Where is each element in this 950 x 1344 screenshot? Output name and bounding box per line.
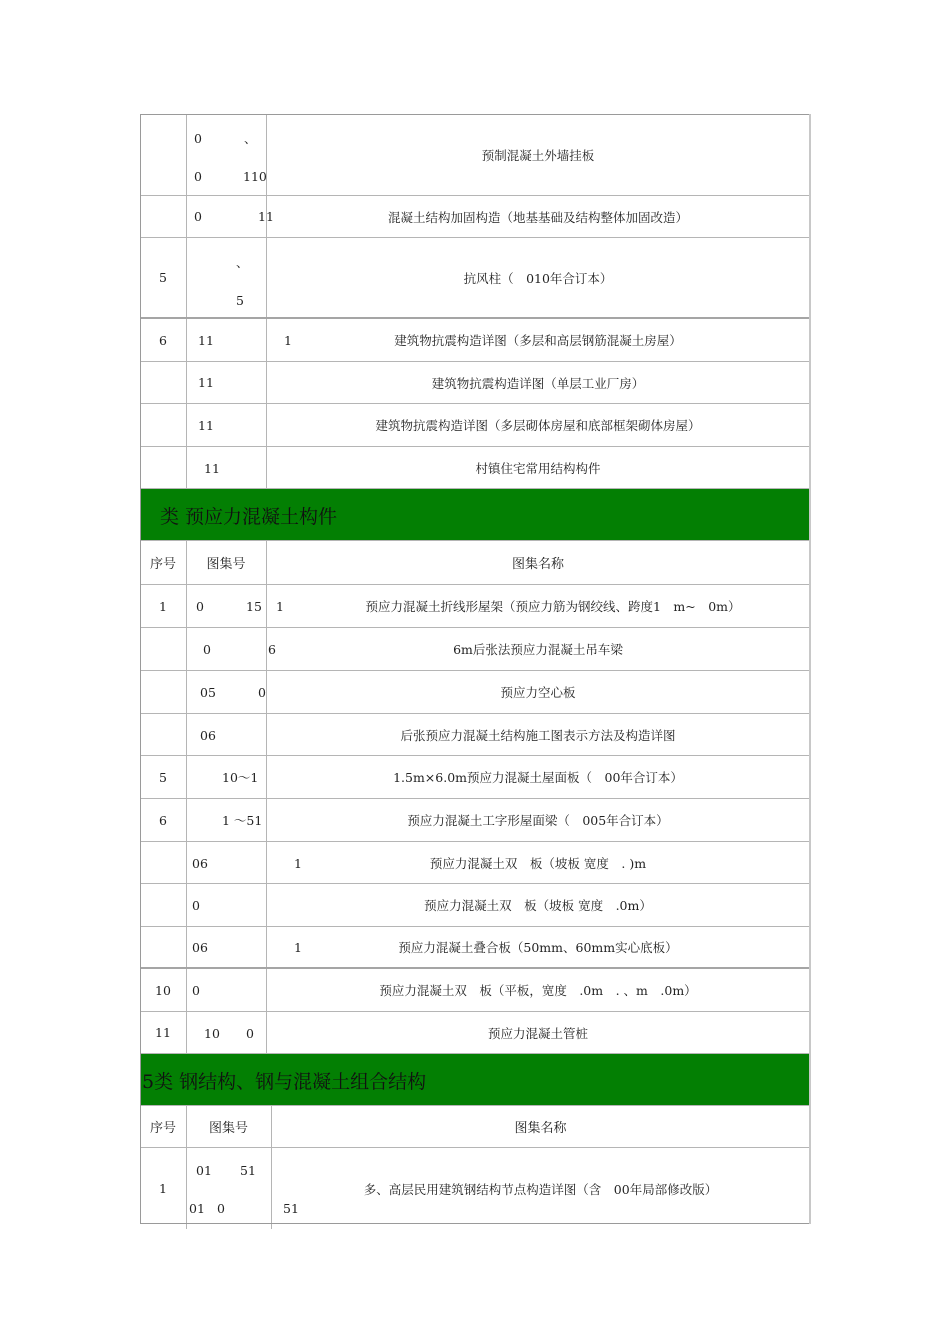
- atlas-number: 10: [204, 1026, 220, 1041]
- seq-number: 1: [159, 1181, 167, 1196]
- atlas-number: 1: [294, 856, 302, 871]
- seq-cell: [140, 714, 187, 755]
- table-row: [140, 842, 810, 884]
- atlas-name: 多、高层民用建筑钢结构节点构造详图（含 00年局部修改版）: [363, 1181, 718, 1197]
- table-header-row: [140, 541, 810, 585]
- seq-number: 5: [159, 769, 167, 785]
- atlas-name: 村镇住宅常用结构构件: [475, 460, 601, 476]
- seq-cell: [140, 362, 187, 403]
- atlas-name: 建筑物抗震构造详图（多层和高层钢筋混凝土房屋）: [394, 333, 682, 348]
- atlas-name: 预应力混凝土叠合板（50mm、60mm实心底板）: [398, 940, 678, 955]
- atlas-number: 11: [198, 418, 214, 433]
- table-row: [140, 238, 810, 319]
- atlas-number-cell: [186, 196, 274, 237]
- table-row: [140, 404, 810, 447]
- atlas-number-header: 图集号: [186, 1106, 272, 1147]
- atlas-name: 后张预应力混凝土结构施工图表示方法及构造详图: [400, 727, 676, 743]
- atlas-name: 建筑物抗震构造详图（多层砌体房屋和底部框架砌体房屋）: [375, 418, 701, 433]
- atlas-name: 预制混凝土外墙挂板: [481, 147, 595, 163]
- atlas-number: 6: [268, 642, 276, 657]
- atlas-number: 0: [192, 983, 200, 998]
- seq-cell: [140, 404, 187, 446]
- atlas-name: 预应力混凝土工字形屋面梁（ 005年合订本）: [407, 813, 669, 828]
- atlas-number: 0: [192, 898, 200, 913]
- atlas-number-cell: [186, 799, 267, 841]
- atlas-name: 混凝土结构加固构造（地基基础及结构整体加固改造）: [387, 209, 688, 225]
- atlas-name: 抗风柱（ 010年合订本）: [463, 270, 613, 286]
- standards-table: [140, 114, 810, 1229]
- seq-number: 1: [159, 598, 167, 614]
- atlas-number: 06: [192, 856, 208, 871]
- atlas-name-cell: [266, 585, 810, 627]
- atlas-number: 11: [258, 209, 274, 224]
- seq-cell: [140, 756, 187, 798]
- atlas-name: 建筑物抗震构造详图（单层工业厂房）: [431, 375, 645, 391]
- seq-cell: [140, 114, 187, 195]
- atlas-number: 01: [189, 1201, 205, 1216]
- atlas-name-cell: [266, 628, 810, 670]
- atlas-name: 预应力混凝土管桩: [487, 1025, 588, 1041]
- table-row: [140, 884, 810, 927]
- table-row: [140, 319, 810, 362]
- section-title: 类 预应力混凝土构件: [160, 506, 338, 528]
- atlas-number: 5: [236, 293, 244, 308]
- table-row: [140, 756, 810, 799]
- atlas-number-cell: [186, 585, 267, 627]
- atlas-number: 51: [240, 1163, 256, 1178]
- atlas-name: 1.5m×6.0m预应力混凝土屋面板（ 00年合订本）: [393, 770, 683, 785]
- atlas-number: 0: [196, 599, 204, 614]
- atlas-number: 0: [194, 209, 202, 224]
- atlas-number: 1 ～51: [222, 813, 263, 828]
- seq-cell: [140, 319, 187, 361]
- atlas-number: 15: [246, 599, 262, 614]
- atlas-number-header: 图集号: [186, 541, 267, 584]
- section-header-prestressed: [140, 489, 810, 541]
- atlas-name-cell: [266, 842, 810, 883]
- seq-cell: [140, 671, 187, 713]
- atlas-number: 0: [258, 685, 266, 700]
- table-row: [140, 362, 810, 404]
- atlas-name: 预应力混凝土折线形屋架（预应力筋为钢绞线、跨度1 m~ 0m）: [365, 599, 741, 614]
- atlas-number: 01: [196, 1163, 212, 1178]
- atlas-number-cell: [186, 628, 267, 670]
- atlas-name-cell: [266, 319, 810, 361]
- seq-cell: [140, 585, 187, 627]
- atlas-number: 1: [276, 599, 284, 614]
- seq-number: 5: [159, 270, 167, 285]
- seq-cell: [140, 238, 187, 317]
- seq-cell: [140, 842, 187, 883]
- table-row: [140, 927, 810, 969]
- atlas-number: 、: [236, 255, 249, 270]
- atlas-number-cell: [186, 714, 267, 755]
- atlas-number: 110: [243, 169, 267, 184]
- atlas-number: 1: [284, 333, 292, 348]
- atlas-name-header: 图集名称: [514, 1121, 567, 1136]
- atlas-name-cell: [266, 927, 810, 967]
- seq-cell: [140, 628, 187, 670]
- table-row: [140, 447, 810, 489]
- atlas-name: 预应力混凝土双 板（平板，宽度 .0m . 、m .0m）: [379, 983, 697, 998]
- table-row: [140, 799, 810, 842]
- atlas-number: 0: [194, 131, 202, 146]
- seq-number: 6: [159, 332, 167, 348]
- atlas-number: 11: [204, 461, 220, 476]
- atlas-number-cell: [186, 1148, 272, 1229]
- table-header-row: [140, 1106, 810, 1148]
- atlas-number-cell: [186, 969, 267, 1011]
- table-row: [140, 585, 810, 628]
- seq-cell: [140, 1012, 187, 1053]
- seq-number: 11: [155, 1025, 171, 1040]
- atlas-number: 10～1: [222, 770, 259, 785]
- table-row: [140, 969, 810, 1012]
- atlas-name-cell: [271, 1148, 810, 1229]
- atlas-number-cell: [186, 114, 267, 195]
- atlas-number-cell: [186, 884, 267, 926]
- atlas-number: 11: [198, 333, 214, 348]
- atlas-number-cell: [186, 447, 267, 488]
- seq-cell: [140, 196, 187, 237]
- atlas-number-cell: [186, 927, 267, 967]
- atlas-number: 11: [198, 375, 214, 390]
- atlas-number-cell: [186, 1012, 267, 1053]
- atlas-number-cell: [186, 842, 267, 883]
- table-edge-shadow: [809, 114, 811, 1224]
- seq-cell: [140, 927, 187, 967]
- atlas-name-header: 图集名称: [511, 557, 564, 572]
- section-header-steel: [140, 1054, 810, 1106]
- atlas-number-cell: [186, 756, 267, 798]
- atlas-name: 6m后张法预应力混凝土吊车梁: [453, 642, 623, 657]
- table-row: [140, 1012, 810, 1054]
- seq-header: 序号: [140, 1106, 187, 1147]
- atlas-number: 0: [246, 1026, 254, 1041]
- table-row: [140, 1148, 810, 1229]
- atlas-number-cell: [186, 671, 267, 713]
- seq-cell: [140, 799, 187, 841]
- atlas-name: 预应力空心板: [500, 685, 576, 700]
- atlas-number: 05: [200, 685, 216, 700]
- seq-number: 10: [155, 982, 171, 998]
- atlas-number: 0: [194, 169, 202, 184]
- atlas-number: 、: [244, 131, 257, 146]
- atlas-number-cell: [186, 319, 267, 361]
- table-row: [140, 671, 810, 714]
- atlas-name: 预应力混凝土双 板（坡板 宽度 . )m: [429, 855, 647, 871]
- atlas-number-cell: [186, 404, 267, 446]
- seq-number: 6: [159, 812, 167, 828]
- atlas-number: 0: [217, 1201, 225, 1216]
- atlas-number: 0: [203, 642, 211, 657]
- seq-cell: [140, 884, 187, 926]
- table-row: [140, 196, 810, 238]
- atlas-number: 06: [200, 728, 216, 743]
- section-title: 5类 钢结构、钢与混凝土组合结构: [142, 1071, 427, 1093]
- seq-cell: [140, 447, 187, 488]
- atlas-number: 1: [294, 940, 302, 955]
- atlas-number: 51: [283, 1201, 299, 1216]
- table-row: [140, 114, 810, 196]
- table-row: [140, 628, 810, 671]
- atlas-number: 06: [192, 940, 208, 955]
- seq-header: 序号: [140, 541, 187, 584]
- atlas-number-cell: [186, 362, 267, 403]
- atlas-name: 预应力混凝土双 板（坡板 宽度 .0m）: [424, 898, 652, 913]
- table-row: [140, 714, 810, 756]
- seq-cell: [140, 1148, 187, 1229]
- seq-cell: [140, 969, 187, 1011]
- atlas-number-cell: [186, 238, 267, 317]
